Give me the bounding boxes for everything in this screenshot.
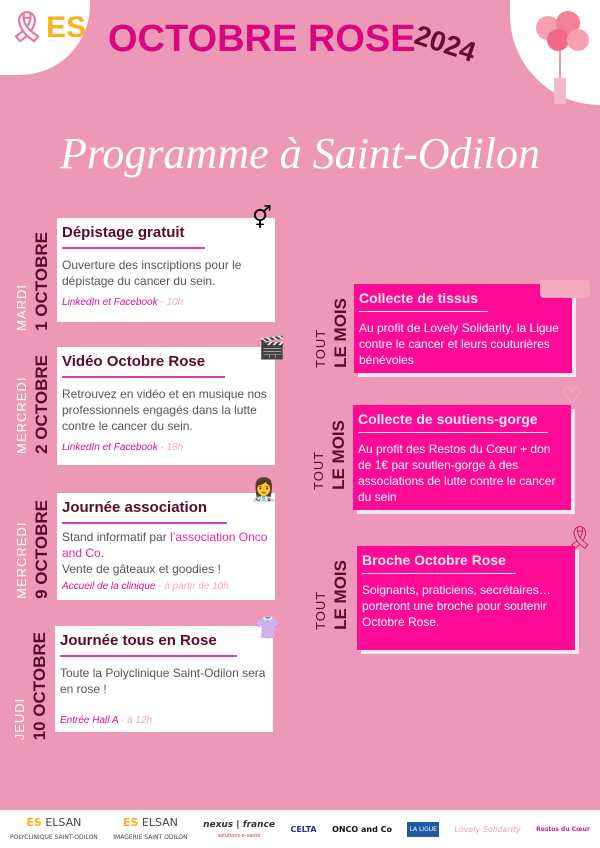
event-date: MERCREDI 9 OCTOBRE [14, 500, 51, 599]
partner-logo-lovely-solidarity: Lovely Solidarity [454, 824, 521, 834]
partner-logo-onco: ONCO and Co [332, 824, 392, 834]
poster-title: OCTOBRE ROSE [108, 18, 416, 60]
event-description: Au profit des Restos du Cœur + don de 1€ par soutien-gorge à des associations de lutte contre le cancer du sein [358, 442, 556, 504]
partner-logo-celta: CELTA [290, 824, 317, 834]
partner-logo-nexus: nexus | france solutions e-santé [203, 819, 275, 839]
scrubs-shirt-icon: 👚 [254, 616, 282, 641]
event-date: MERCREDI 2 OCTOBRE [14, 355, 51, 454]
association-link[interactable]: l’association Onco and Co [62, 530, 268, 560]
event-date: JEUDI 10 OCTOBRE [12, 632, 49, 741]
event-location: Accueil de la clinique - à partir de 10h [62, 581, 229, 592]
partner-logo-ligue: LA LIGUE [407, 822, 438, 837]
event-description: Toute la Polyclinique Saint-Odilon sera en rose ! [60, 666, 266, 696]
event-description: Au profit de Lovely Solidarity, la Ligue contre le cancer et leurs couturières bénévoles [359, 321, 559, 367]
folded-fabric-icon [540, 280, 590, 298]
event-date: TOUT LE MOIS [313, 560, 350, 630]
event-title: Dépistage gratuit [62, 224, 205, 249]
partner-logo-elsan-imagerie: ES ELSAN IMAGERIE SAINT ODILON [113, 816, 188, 841]
event-location: LinkedIn et Facebook - 18h [62, 442, 184, 453]
partners-footer [0, 810, 600, 848]
elsan-logo: 🎗ES [8, 11, 87, 44]
video-clapper-icon: 🎬 [258, 336, 286, 361]
balloons-illustration-icon [530, 8, 590, 108]
event-title: Journée association [62, 499, 227, 524]
gender-symbols-icon: ⚥ [252, 206, 272, 231]
event-title: Collecte de tissus [359, 290, 488, 312]
event-card-association [57, 493, 275, 600]
event-card-video [57, 347, 275, 465]
event-title: Broche Octobre Rose [362, 552, 516, 574]
event-date: TOUT LE MOIS [311, 420, 348, 490]
event-date: MARDI 1 OCTOBRE [14, 232, 51, 331]
event-description: Stand informatif par l’association Onco and Co. Vente de gâteaux et goodies ! [62, 530, 268, 576]
event-title: Journée tous en Rose [60, 632, 237, 657]
event-card-bra-collection [353, 405, 571, 510]
event-description: Retrouvez en vidéo et en musique nos professionnels engagés dans la lutte contre le cancer du sein. [62, 387, 267, 433]
partner-logo-restos: Restos du Cœur [536, 825, 590, 833]
event-card-depistage [57, 218, 275, 322]
partner-logo-elsan-polyclinique: ES ELSAN POLYCLINIQUE SAINT-ODILON [10, 816, 98, 841]
event-title: Collecte de soutiens-gorge [358, 411, 548, 433]
event-card-pin [357, 546, 575, 650]
event-description: Soignants, praticiens, secrétaires… porteront une broche pour soutenir Octobre Rose. [362, 583, 551, 629]
event-location: Entrée Hall A - à 12h [60, 715, 153, 726]
bra-icon: ♡ [562, 384, 582, 409]
program-heading: Programme à Saint-Odilon [60, 129, 540, 178]
poster-year: 2024 [410, 19, 480, 68]
event-date: TOUT LE MOIS [313, 298, 350, 368]
event-description: Ouverture des inscriptions pour le dépistage du cancer du sein. [62, 258, 242, 288]
event-card-rose-day [55, 626, 273, 732]
event-location: LinkedIn et Facebook - 10h [62, 297, 184, 308]
event-title: Vidéo Octobre Rose [62, 353, 225, 378]
doctors-illustration-icon: 👩‍⚕️ [250, 478, 278, 503]
event-card-fabric-collection [354, 284, 572, 373]
pink-ribbon-icon: 🎗 [566, 526, 594, 551]
